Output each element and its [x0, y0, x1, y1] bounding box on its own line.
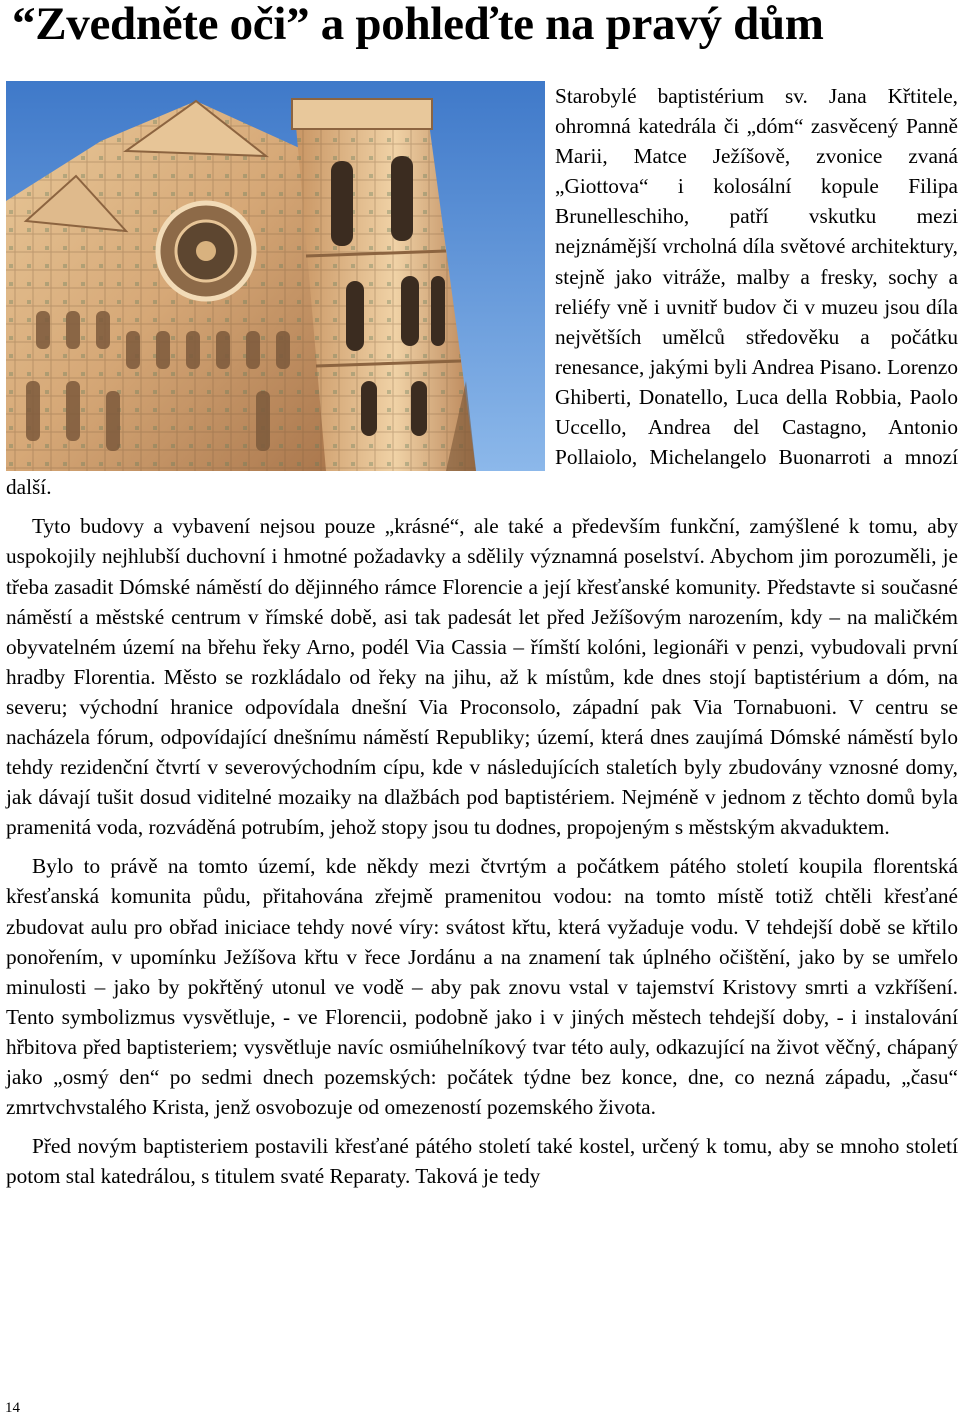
page-title: “Zvedněte oči” a pohleďte na pravý dům [12, 0, 824, 50]
paragraph-2: Tyto budovy a vybavení nejsou pouze „krásné“, ale také a především funkční, zamýšlené k tomu, aby uspokojily nejhlubší duchovní i hmotné požadavky a sdělily významná poselství. Abychom jim porozuměli, je třeba zasadit Dómské náměstí do dějinného rámce Florencie a její křesťanské komunity. Představte si současné náměstí a městské centrum v římské době, asi tak padesát let před Ježíšovým narozením, kdy – na maličkém obyvatelném území na břehu řeky Arno, podél Via Cassia – římští kolóni, legionáři v penzi, vybudovali první hradby Florentia. Město se rozkládalo od řeky na jihu, až k místům, kde dnes stojí baptistérium a dóm, na severu; východní hranice odpovídala dnešní Via Proconsolo, západní pak Via Tornabuoni. V centru se nacházela fórum, odpovídající dnešnímu náměstí Republiky; území, která dnes zaujímá Dómské náměstí bylo tehdy rezidenční čtvrtí v severovýchodním cípu, kde v následujících staletích byly zbudovány vznosné domy, jak dávají tušit dosud viditelné mozaiky na dlažbách pod baptistériem. Nejméně v jednom z těchto domů byla pramenitá voda, rozváděná potrubím, jehož stopy jsou tu dodnes, propojeným s městským akvaduktem. [6, 514, 958, 840]
paragraph-4: Před novým baptisteriem postavili křesťané pátého století také kostel, určený k tomu, aby se mnoho století potom stal katedrálou, s titulem svaté Reparaty. Taková je tedy [6, 1134, 958, 1189]
florence-cathedral-photo-icon [6, 81, 545, 471]
paragraph-3: Bylo to právě na tomto území, kde někdy mezi čtvrtým a počátkem pátého století koupila florentská křesťanská komunita půdu, přitahována zřejmě pramenitou vodou: na tomto místě totiž chtěli křesťané zbudovat aulu pro obřad iniciace tehdy nové víry: svátost křtu, která vyžaduje vodu. V tehdejší době se křtilo ponořením, v upomínku Ježíšova křtu v řece Jordánu a na znamení tak úplného očištění, jako by se umřelo minulosti – jako by pokřtěný utonul ve vodě – aby pak znovu vstal v tajemství Kristovy smrti a vzkříšení. Tento symbolizmus vysvětluje, - ve Florencii, podobně jako i v jiných městech tehdejší doby, - i instalování hřbitova před baptisteriem; vysvětluje navíc osmiúhelníkový tvar této auly, odkazující na život věčný, chápaný jako „osmý den“ po sedmi dnech pozemských: počátek týdne bez konce, dne, co nezná západu, „času“ zmrtvchvstalého Krista, jenž osvobozuje od omezeností pozemského života. [6, 854, 958, 1120]
article-body [6, 81, 958, 1200]
paragraph-1: Starobylé baptistérium sv. Jana Křtitele, ohromná katedrála či „dóm“ zasvěcený Panně Marii, Matce Ježíšově, zvonice zvaná „Giottova“ i kolosální kopule Filipa Brunelleschiho, patří vskutku mezi nejznámější vrcholná díla světové architektury, stejně jako vitráže, malby a fresky, sochy a reliéfy vně i uvnitř budov či v muzeu jsou díla největších umělců středověku a počátku renesance, jakými byli Andrea Pisano. Lorenzo Ghiberti, Donatello, Luca della Robbia, Paolo Uccello, Andrea del Castagno, Antonio Pollaiolo, Michelangelo Buonarroti a mnozí další. [6, 84, 958, 500]
florence-cathedral-photo [6, 81, 545, 471]
page-number: 14 [5, 1400, 20, 1416]
